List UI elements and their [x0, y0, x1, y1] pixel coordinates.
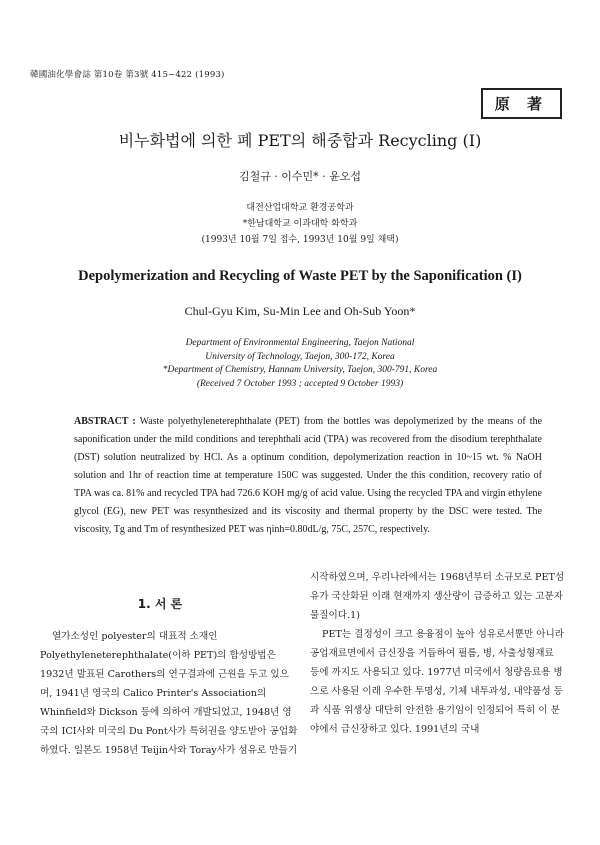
- english-affiliation-2: University of Technology, Taejon, 300-172, Korea: [205, 351, 395, 362]
- english-affiliations: [0, 337, 600, 391]
- english-title: Depolymerization and Recycling of Waste PET by the Saponification (I): [78, 268, 522, 284]
- english-received-date: (Received 7 October 1993 ; accepted 9 October 1993): [196, 378, 404, 389]
- article-type-badge: 原 著: [481, 88, 562, 119]
- korean-affiliation-2: *한남대학교 이과대학 화학과: [242, 219, 358, 229]
- english-affiliation-1: Department of Environmental Engineering, Taejon National: [185, 338, 415, 348]
- left-paragraph: 열가소성인 polyester의 대표적 소재인 Polyethyleneterephthalate(이하 PET)의 합성방법은 1932년 발표된 Carothers의 연구결과에 근원을 두고 있으며, 1941년 영국의 Calico Printer's Association의 Whinfield와 Dickson 등에 의하여 개발되었고, 1948년 영국의 ICI사와 미국의 Du Pont사가 특허권을 양도받아 공업화하였다. 일본도 1958년 Teijin사와 Toray사가 섬유로 만들기: [40, 631, 298, 756]
- english-authors: Chul-Gyu Kim, Su-Min Lee and Oh-Sub Yoon*: [184, 304, 416, 318]
- english-affiliation-3: *Department of Chemistry, Hannam University, Taejon, 300-791, Korea: [162, 365, 438, 375]
- abstract-label: ABSTRACT :: [74, 416, 136, 427]
- korean-affiliations: [0, 200, 600, 248]
- right-paragraph-2: PET는 결정성이 크고 용융점이 높아 섬유로서뿐만 아니라 공업재료면에서 급신장을 거듭하여 필름, 병, 사출성형재료 등에 까지도 사용되고 있다. 1977년 미국에서 청량음료용 병으로 사용된 이래 우수한 투명성, 기체 내투과성, 내약품성 등과 식품 위생상 대단히 안전한 용기임이 인정되어 특히 이 분야에서 급신장하고 있다. 1991년의 국내: [310, 629, 565, 735]
- korean-authors: 김철규 · 이수민* · 윤오섭: [238, 170, 362, 183]
- section-heading-introduction: 1. 서 론: [137, 597, 183, 611]
- korean-affiliation-1: 대전산업대학교 환경공학과: [246, 203, 354, 213]
- korean-title: 비누화법에 의한 폐 PET의 해중합과 Recycling (I): [118, 131, 482, 150]
- korean-received-date: (1993년 10월 7일 접수, 1993년 10월 9일 채택): [201, 235, 399, 245]
- right-paragraph-1: 시작하였으며, 우리나라에서는 1968년부터 소규모로 PET섬유가 국산화된 이래 현재까지 생산량이 급증하고 있는 고분자물질이다.1): [310, 572, 565, 621]
- abstract: [74, 413, 542, 539]
- body-column-right: [310, 568, 566, 739]
- abstract-text: Waste polyethyleneterephthalate (PET) from the bottles was depolymerized by the means of the saponification under the mild conditions and terephthali acid (TPA) was recovered from the disodium terephthalate (DST) solution neutralized by HCl. As a optinum condition, depolymerization reaction in 10~15 wt. % NaOH solution and 1hr of reaction time at temperature 150C was suggested. Under the this condition, recovery ratio of TPA was ca. 81% and recycled TPA had 726.6 KOH mg/g of acid value. Using the recycled TPA and virgin ethylene glycol (EG), new PET was resynthesized and its viscosity and thermal property by the DSC were tested. The viscosity, Tg and Tm of resynthesized PET was ηinh=0.80dL/g, 75C, 257C, respectively.: [74, 416, 543, 535]
- body-column-left: [40, 627, 298, 760]
- journal-reference: 韓國油化學會誌 第10卷 第3號 415~422 (1993): [30, 70, 225, 80]
